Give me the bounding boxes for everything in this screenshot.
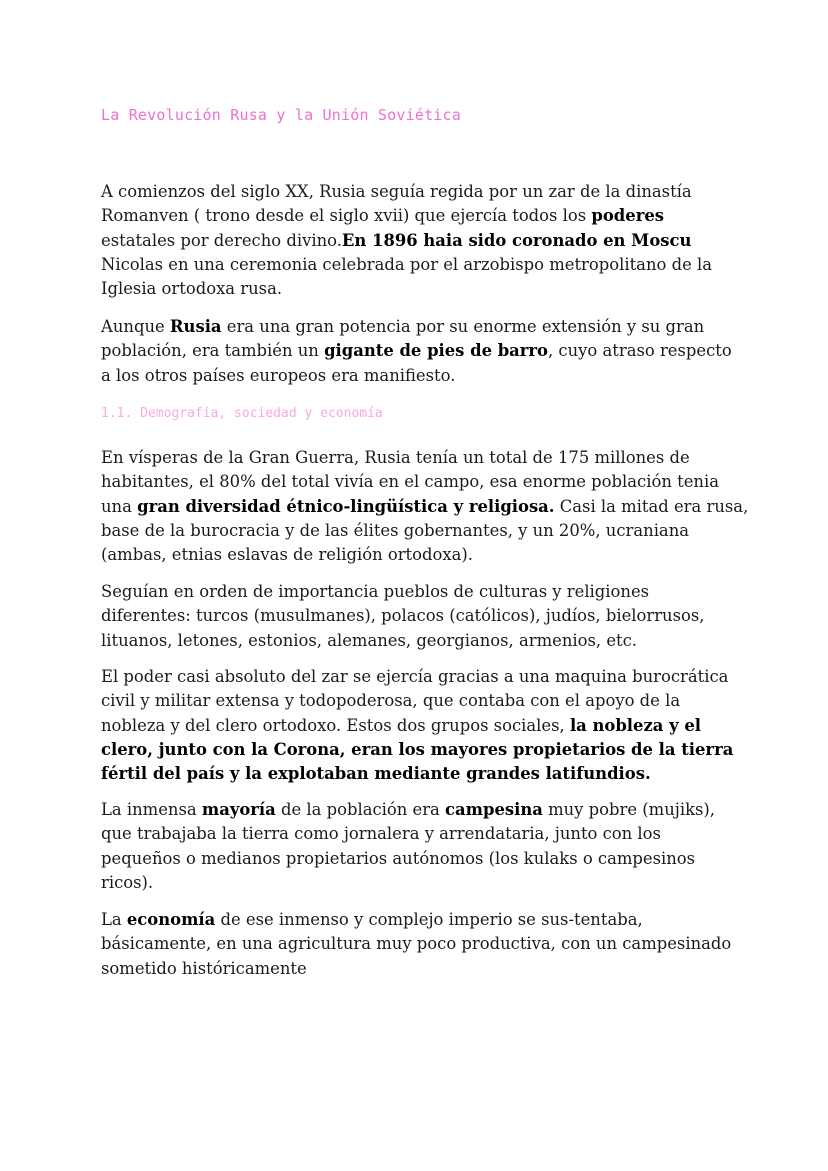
paragraph — [101, 908, 741, 981]
text-line: Romanven ( trono desde el siglo xvii) que ejercía todos los poderes — [101, 206, 664, 226]
text-line: Nicolas en una ceremonia celebrada por el arzobispo metropolitano de la — [101, 254, 712, 274]
bold-text: fértil del país y la explotaban mediante grandes latifundios. — [101, 764, 651, 784]
text-line: habitantes, el 80% del total vivía en el campo, esa enorme población tenia — [101, 472, 719, 492]
text-line: estatales por derecho divino.En 1896 haia sido coronado en Moscu — [101, 230, 692, 250]
text-line: Aunque Rusia era una gran potencia por su enorme extensión y su gran — [101, 317, 705, 336]
text-line: básicamente, en una agricultura muy poco productiva, con un campesinado — [101, 934, 732, 954]
text-line: una gran diversidad étnico-lingüística y religiosa. Casi la mitad era rusa, — [101, 496, 749, 516]
text-line: Iglesia ortodoxa rusa. — [101, 279, 283, 299]
text-line: Seguían en orden de importancia pueblos de culturas y religiones — [101, 582, 650, 601]
text-line: La economía de ese inmenso y complejo imperio se sus-tentaba, — [101, 910, 643, 929]
text-line: población, era también un gigante de pies de barro, cuyo atraso respecto — [101, 341, 732, 361]
text-line: civil y militar extensa y todopoderosa, que contaba con el apoyo de la — [101, 691, 681, 711]
paragraph — [101, 665, 741, 786]
text-line: lituanos, letones, estonios, alemanes, georgianos, armenios, etc. — [101, 630, 638, 650]
text-line: que trabajaba la tierra como jornalera y arrendataria, junto con los — [101, 824, 661, 844]
bold-text: poderes — [591, 206, 664, 226]
bold-text: la nobleza y el — [569, 715, 701, 735]
text-line — [101, 762, 741, 786]
paragraph — [101, 580, 741, 653]
bold-text: campesina — [445, 800, 543, 819]
text-line — [101, 738, 741, 762]
bold-text: economía — [126, 910, 216, 929]
bold-text: clero, junto con la Corona, eran los mayores propietarios de la tierra — [101, 739, 734, 759]
text-line: ricos). — [101, 872, 154, 892]
bold-text: gigante de pies de barro — [324, 341, 548, 361]
text-line: pequeños o medianos propietarios autónomos (los kulaks o campesinos — [101, 848, 696, 868]
bold-text: gran diversidad étnico-lingüística y religiosa. — [137, 496, 555, 516]
text-line: La inmensa mayoría de la población era campesina muy pobre (mujiks), — [101, 800, 716, 819]
text-line: sometido históricamente — [101, 958, 307, 978]
text-line: diferentes: turcos (musulmanes), polacos (católicos), judíos, bielorrusos, — [101, 606, 705, 626]
document-title: La Revolución Rusa y la Unión Soviética — [101, 106, 461, 124]
bold-text: En 1896 haia sido coronado en Moscu — [341, 230, 692, 250]
text-line: a los otros países europeos era manifiesto. — [101, 365, 456, 385]
text-line: (ambas, etnias eslavas de religión ortodoxa). — [101, 545, 473, 565]
paragraph — [101, 798, 741, 895]
paragraph — [101, 446, 749, 567]
text-line: A comienzos del siglo XX, Rusia seguía regida por un zar de la dinastía — [101, 182, 692, 201]
bold-text: mayoría — [201, 800, 276, 819]
text-line: base de la burocracia y de las élites gobernantes, y un 20%, ucraniana — [101, 520, 690, 540]
paragraph — [101, 315, 741, 388]
text-line: nobleza y del clero ortodoxo. Estos dos grupos sociales, la nobleza y el — [101, 715, 701, 735]
paragraph — [101, 180, 741, 301]
text-line: El poder casi absoluto del zar se ejercía gracias a una maquina burocrática — [101, 667, 729, 686]
section-heading: 1.1. Demografía, sociedad y economía — [101, 406, 383, 421]
bold-text: Rusia — [169, 317, 222, 336]
text-line: En vísperas de la Gran Guerra, Rusia tenía un total de 175 millones de — [101, 448, 690, 467]
